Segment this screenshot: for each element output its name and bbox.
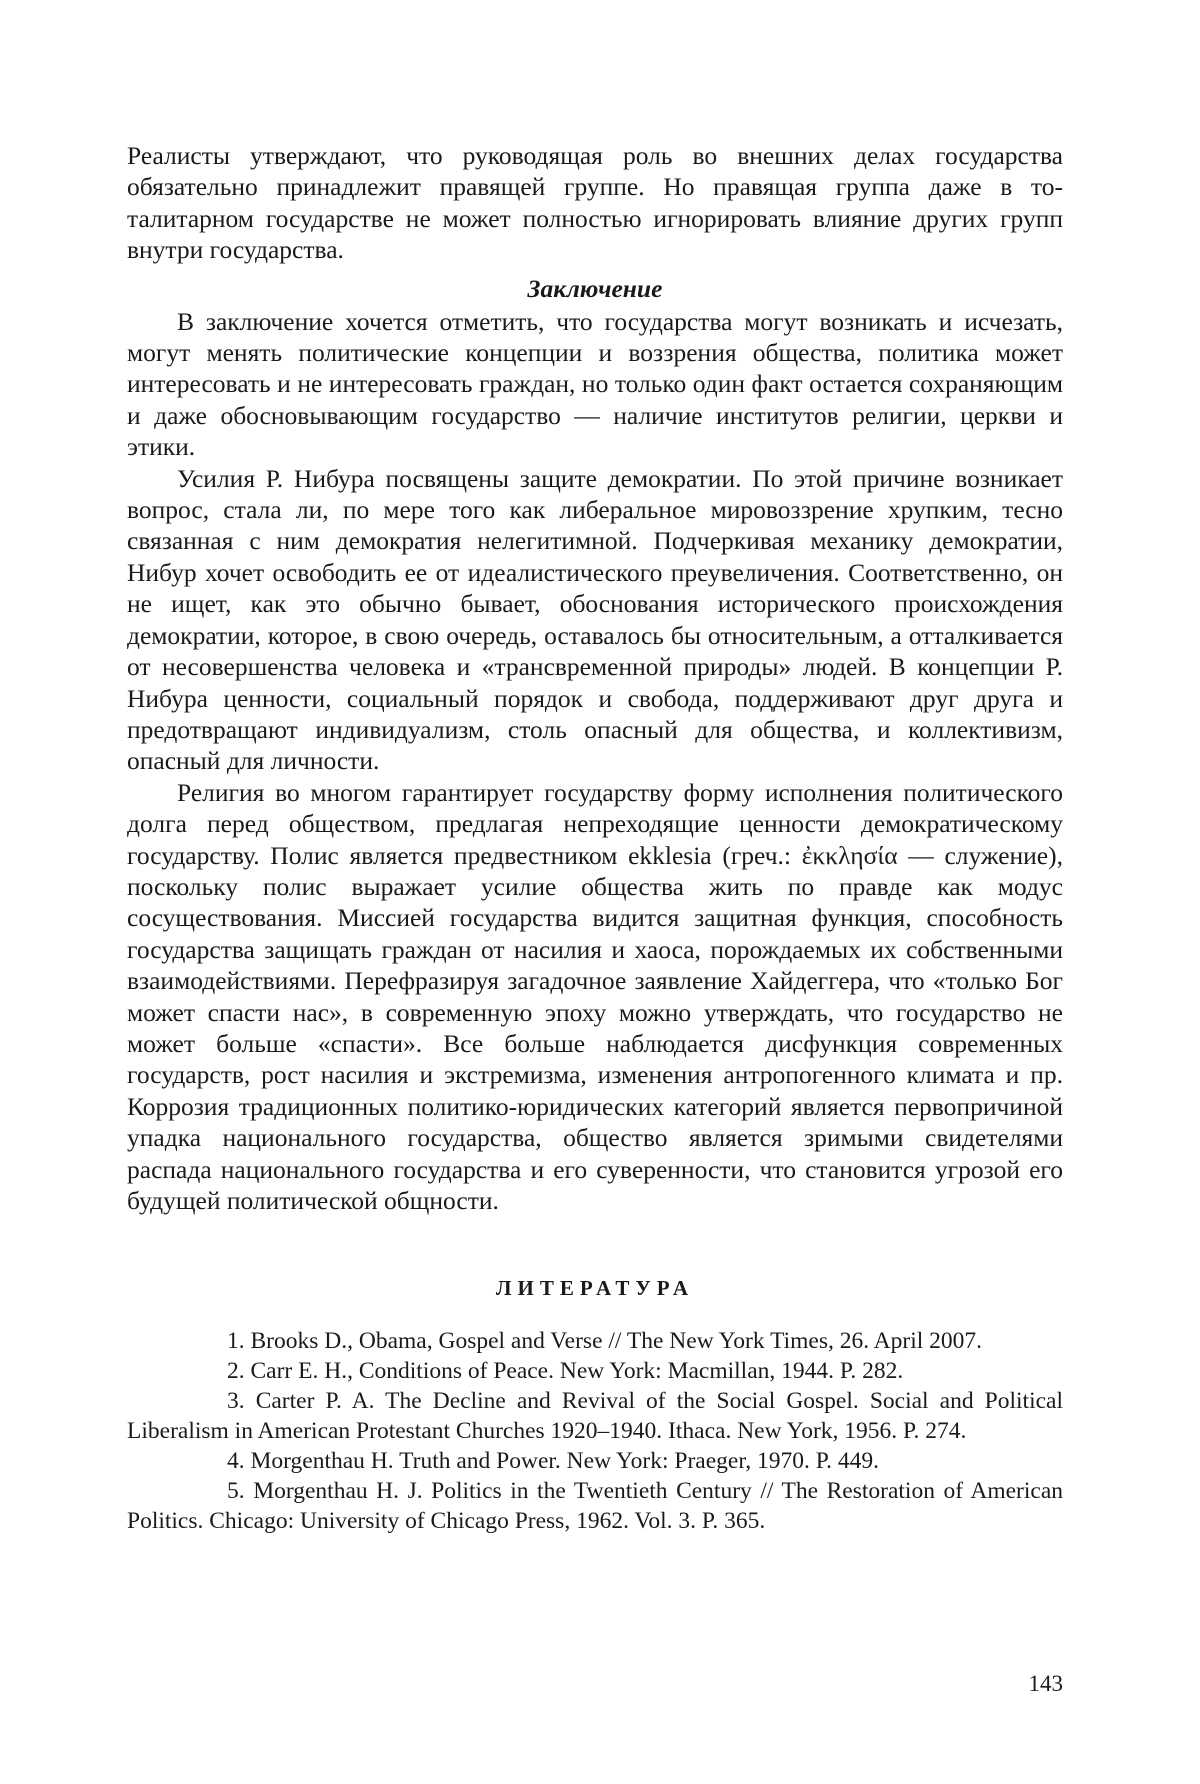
intro-paragraph: Реалисты утверждают, что руководящая роль во внешних делах государства обязательно принадлежит правящей группе. Но правящая группа даже в то­талитарном государстве не может полностью игнорировать влияние других групп внутри государства. bbox=[127, 140, 1063, 266]
conclusion-paragraph-3: Религия во многом гарантирует государству форму исполнения политиче­ского долга перед обществом, предлагая непреходящие ценности демократиче­скому государству. Полис является предвестником ekklesia (греч.: ἐκκλησία — служение), поскольку полис выражает усилие общества жить по правде как модус сосуществования. Миссией государства видится защитная функция, способность государства защищать граждан от насилия и хаоса, порождаемых их собственными взаимодействиями. Перефразируя загадочное заявление Хайдеггера, что «только Бог может спасти нас», в современную эпоху можно утверждать, что государство не может больше «спасти». Все больше наблюдается дисфункция современных государств, рост насилия и экстремизма, изменения антропогенного климата и пр. Коррозия традиционных политико-юридических категорий является первопричиной упадка национального государства, обще­ство является зримыми свидетелями распада национального государства и его суверенности, что становится угрозой его будущей политической общности. bbox=[127, 777, 1063, 1217]
reference-number: 2. bbox=[177, 1356, 245, 1386]
reference-number: 1. bbox=[177, 1326, 245, 1356]
reference-text: Brooks D., Obama, Gospel and Verse // The New York Times, 26. April 2007. bbox=[251, 1328, 983, 1354]
reference-item bbox=[127, 1326, 1063, 1356]
reference-text: Morgenthau H. Truth and Power. New York: Praeger, 1970. P. 449. bbox=[251, 1448, 880, 1474]
reference-text: Carter P. A. The Decline and Revival of the Social Gospel. Social and Political Liberalism in American Protestant Churches 1920–1940. Ithaca. New York, 1956. P. 274. bbox=[127, 1388, 1063, 1444]
page-number: 143 bbox=[1029, 1670, 1064, 1698]
conclusion-heading: Заключение bbox=[127, 273, 1063, 304]
conclusion-paragraph-1: В заключение хочется отметить, что государства могут возникать и исче­зать, могут менять политические концепции и воззрения общества, политика может интересовать и не интересовать граждан, но только один факт остается сохраняющим и даже обосновывающим государство — наличие институтов религии, церкви и этики. bbox=[127, 306, 1063, 463]
reference-text: Carr E. H., Conditions of Peace. New York: Macmillan, 1944. P. 282. bbox=[251, 1358, 904, 1384]
reference-item bbox=[127, 1446, 1063, 1476]
reference-number: 4. bbox=[177, 1446, 245, 1476]
literature-heading: ЛИТЕРАТУРА bbox=[127, 1274, 1063, 1302]
conclusion-paragraph-2: Усилия Р. Нибура посвящены защите демократии. По этой причине воз­никает вопрос, стала ли, по мере того как либеральное мировоззрение хруп­ким, тесно связанная с ним демократия нелегитимной. Подчеркивая механику демократии, Нибур хочет освободить ее от идеалистического преувеличения. Соответственно, он не ищет, как это обычно бывает, обоснования историче­ского происхождения демократии, которое, в свою очередь, оставалось бы относительным, а отталкивается от несовершенства человека и «трансвремен­ной природы» людей. В концепции Р. Нибура ценности, социальный порядок и свобода, поддерживают друг друга и предотвращают индивидуализм, столь опасный для общества, и коллективизм, опасный для личности. bbox=[127, 463, 1063, 777]
reference-item bbox=[127, 1476, 1063, 1536]
reference-text: Morgenthau H. J. Politics in the Twentieth Century // The Restoration of American Politics. Chicago: University of Chicago Press, 1962. Vol. 3. P. 365. bbox=[127, 1478, 1063, 1534]
reference-list bbox=[127, 1326, 1063, 1536]
reference-item bbox=[127, 1386, 1063, 1446]
page-content bbox=[127, 140, 1063, 1536]
reference-item bbox=[127, 1356, 1063, 1386]
reference-number: 5. bbox=[177, 1476, 245, 1506]
reference-number: 3. bbox=[177, 1386, 245, 1416]
